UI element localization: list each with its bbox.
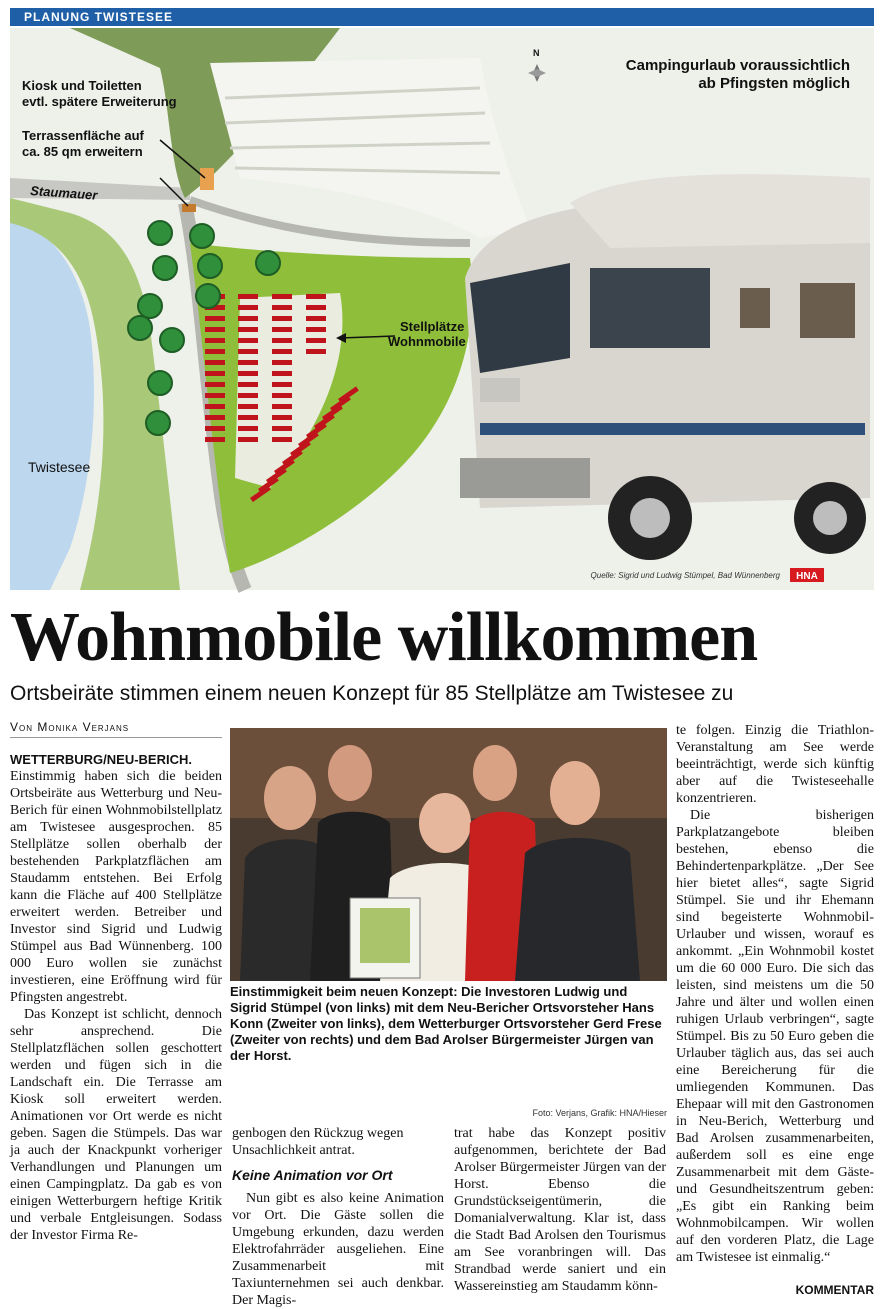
parking-space	[272, 437, 292, 442]
parking-space	[238, 371, 258, 376]
paragraph: Die bisherigen Parkplatzangebote bleiben bestehen, ebenso die Behindertenparkplätze. „Der See hier bietet alles“, sagte Sigrid Stümpel. Sie und ihr Ehemann sind begeisterte Wohnmobil-Urlauber und wissen, worauf es ankommt. „Ein Wohnmobil kostet um die 60 000 Euro. Die sich das leisten, sind meistens um die 50 Jahre und älter und wollen einen ruhigen Urlaub verbringen“, sagte Stümpel. Bis zu 50 Euro geben die Urlauber täglich aus, das sei auch eine Bereicherung für die umliegenden Kommunen. Das Ehepaar will mit den Gastronomen in Neu-Berich, Wetterburg und Bad Arolsen zusammenarbeiten, außerdem soll es eine enge Zusammenarbeit mit dem Gäste- und Gesundheitszentrum geben: „Es gibt ein Ranking beim Wohnmobilcampen. Wir wollen auf den vorderen Platz, die Lage am Twistesee ist einmalig.“	[676, 808, 874, 1265]
parking-space	[238, 338, 258, 343]
kommentar-reference[interactable]: KOMMENTAR	[795, 1283, 874, 1297]
stellplaetze-label-2: Wohnmobile	[388, 334, 466, 349]
parking-space	[205, 327, 225, 332]
parking-space	[272, 349, 292, 354]
article-column-2	[232, 1125, 444, 1308]
parking-space	[205, 393, 225, 398]
parking-space	[238, 316, 258, 321]
staumauer-label: Staumauer	[29, 183, 98, 203]
parking-space	[205, 316, 225, 321]
parking-space	[272, 305, 292, 310]
svg-text:Kiosk und Toiletten	[22, 78, 142, 93]
paragraph: trat habe das Konzept positiv aufgenommen, berichtete der Bad Arolser Bürgermeister Jürgen van der Horst. Ebenso die Grundstückseigentümerin, die Domanialverwaltung. Klar ist, dass die Stadt Bad Arolsen den Tourismus am See voranbringen will. Das Strandbad werde saniert und ein Wassereinstieg am Staudamm könn-	[454, 1126, 666, 1294]
tree-icon	[160, 328, 184, 352]
svg-text:Terrassenfläche auf	[22, 128, 145, 143]
parking-space	[306, 338, 326, 343]
parking-space	[272, 415, 292, 420]
parking-space	[238, 349, 258, 354]
parking-space	[306, 316, 326, 321]
parking-space	[272, 327, 292, 332]
parking-space	[238, 382, 258, 387]
article-column-1	[10, 768, 222, 1298]
parking-space	[272, 382, 292, 387]
parking-space	[205, 371, 225, 376]
tree-icon	[190, 224, 214, 248]
tree-icon	[196, 284, 220, 308]
kiosk-building	[200, 168, 214, 190]
parking-space	[272, 393, 292, 398]
parking-space	[272, 294, 292, 299]
parking-space	[306, 349, 326, 354]
parking-space	[272, 360, 292, 365]
camping-headline-2: ab Pfingsten möglich	[698, 75, 850, 92]
parking-space	[238, 415, 258, 420]
section-subtitle: Keine Animation vor Ort	[232, 1167, 393, 1183]
parking-space	[205, 338, 225, 343]
parking-space	[238, 393, 258, 398]
kiosk-label-2: evtl. spätere Erweiterung	[22, 94, 177, 109]
parking-space	[238, 437, 258, 442]
parking-space	[205, 415, 225, 420]
paragraph: Das Konzept ist schlicht, dennoch sehr ansprechend. Die Stellplatzflächen sollen geschottert werden und fügen sich in die Landschaft ein. Die Terrasse am Kiosk soll erweitert werden. Animationen vor Ort werde es nicht geben. Sagen die Stümpels. Das war ja auch der Knackpunkt vorheriger Verhandlungen und Planungen um einen Campingplatz. Da gab es von einigen Wetterburgern heftige Kritik und verbale Entgleisungen. Sodass der Investor Firma Re-	[10, 1007, 222, 1243]
campsite-map-graphic	[10, 28, 874, 590]
paragraph: genbogen den Rückzug wegen Unsachlichkeit antrat.	[232, 1126, 404, 1158]
section-kicker: PLANUNG TWISTESEE	[10, 8, 874, 26]
parking-space	[306, 327, 326, 332]
headline: Wohnmobile willkommen	[10, 599, 758, 676]
parking-space	[272, 316, 292, 321]
parking-space	[272, 338, 292, 343]
parking-space	[205, 426, 225, 431]
stellplaetze-label-1: Stellplätze	[400, 319, 465, 334]
article-column-4	[676, 722, 874, 1282]
parking-space	[205, 404, 225, 409]
svg-text:ca. 85 qm erweitern	[22, 144, 143, 159]
group-photo	[230, 728, 667, 981]
parking-space	[238, 327, 258, 332]
tree-icon	[153, 256, 177, 280]
subheadline: Ortsbeiräte stimmen einem neuen Konzept für 85 Stellplätze am Twistesee zu	[10, 682, 734, 705]
parking-space	[238, 404, 258, 409]
parking-space	[306, 294, 326, 299]
svg-text:evtl. spätere Erweiterung	[22, 94, 177, 109]
parking-space	[272, 371, 292, 376]
parking-space	[205, 437, 225, 442]
tree-icon	[198, 254, 222, 278]
tree-icon	[148, 221, 172, 245]
parking-space	[238, 360, 258, 365]
tree-icon	[256, 251, 280, 275]
kiosk-label-1: Kiosk und Toiletten	[22, 78, 142, 93]
lake-label: Twistesee	[28, 459, 91, 475]
parking-space	[205, 360, 225, 365]
paragraph: te folgen. Einzig die Triathlon-Veranstaltung am See werde beeinträchtigt, werde sich künftig aber auf die Twisteseehalle konzentrieren.	[676, 723, 874, 806]
tree-icon	[128, 316, 152, 340]
parking-space	[205, 382, 225, 387]
photo-credit: Foto: Verjans, Grafik: HNA/Hieser	[532, 1108, 667, 1118]
svg-text:N: N	[533, 48, 540, 58]
parking-space	[238, 294, 258, 299]
graphic-source: Quelle: Sigrid und Ludwig Stümpel, Bad Wünnenberg	[590, 571, 780, 580]
parking-space	[205, 349, 225, 354]
byline: Von Monika Verjans	[10, 719, 222, 738]
parking-space	[306, 305, 326, 310]
parking-space	[272, 426, 292, 431]
parking-space	[238, 305, 258, 310]
parking-space	[272, 404, 292, 409]
terrace-label-2: ca. 85 qm erweitern	[22, 144, 143, 159]
paragraph: Nun gibt es also keine Animation vor Ort. Die Gäste sollen die Umgebung erkunden, dazu werden Elektrofahrräder ausgeliehen. Eine Zusammenarbeit mit Taxiunternehmen sei auch denkbar. Der Magis-	[232, 1191, 444, 1308]
dateline: WETTERBURG/NEU-BERICH.	[10, 752, 192, 767]
parking-space	[238, 426, 258, 431]
terrace-label-1: Terrassenfläche auf	[22, 128, 144, 143]
tree-icon	[148, 371, 172, 395]
tree-icon	[146, 411, 170, 435]
photo-caption: Einstimmigkeit beim neuen Konzept: Die Investoren Ludwig und Sigrid Stümpel (von links) mit dem Neu-Bericher Ortsvorsteher Hans Konn (Zweiter von links), dem Wetterburger Ortsvorsteher Gerd Frese (Zweiter von rechts) und dem Bad Arolser Bürgermeister Jürgen van der Horst.	[230, 984, 662, 1063]
camping-headline-1: Campingurlaub voraussichtlich	[625, 57, 850, 74]
hna-logo-text: HNA	[796, 571, 818, 582]
camper-van-illustration	[460, 174, 870, 560]
paragraph: Einstimmig haben sich die beiden Ortsbeiräte aus Wetterburg und Neu-Berich für einen Wohnmobilstellplatz am Twistesee ausgesprochen. 85 Stellplätze sollen oberhalb der bestehenden Parkplatzflächen am Staudamm entstehen. Bei Erfolg kann die Fläche auf 400 Stellplätze erweitert werden. Betreiber und Investor sind Sigrid und Ludwig Stümpel aus Bad Wünnenberg. 100 000 Euro wollen sie zunächst investieren, eine Eröffnung wird für Pfingsten angestrebt.	[10, 769, 222, 1005]
article-column-3	[454, 1125, 666, 1298]
tree-icon	[138, 294, 162, 318]
